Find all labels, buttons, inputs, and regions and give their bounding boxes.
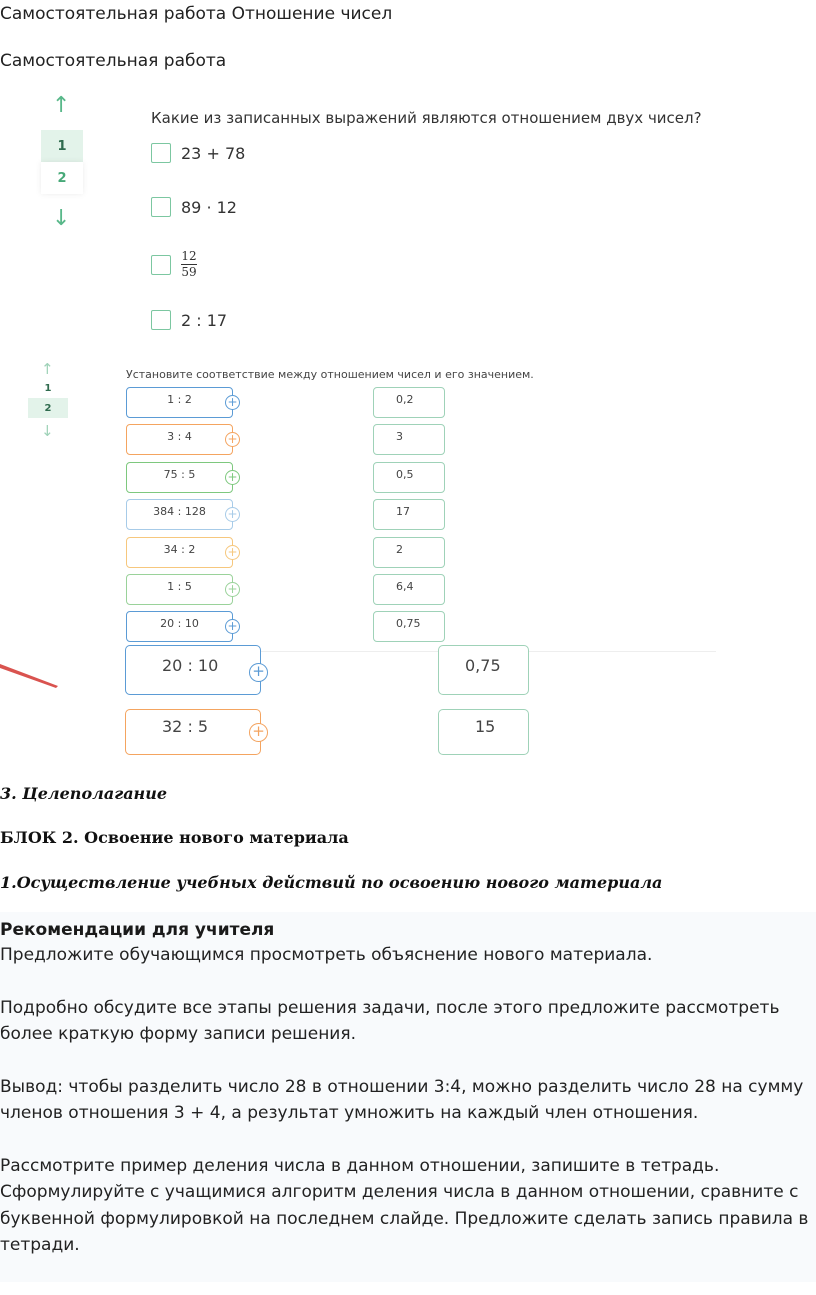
- page-subtitle: Самостоятельная работа: [0, 51, 227, 71]
- connect-plus-icon[interactable]: +: [225, 582, 240, 597]
- match-left-item[interactable]: [126, 499, 233, 530]
- match-left-item[interactable]: [126, 611, 233, 642]
- match-right-label: 15: [475, 717, 496, 736]
- match-right-item[interactable]: [373, 537, 445, 568]
- match-left-label: 384 : 128: [153, 505, 206, 518]
- pointer-arrow-icon: [0, 656, 60, 688]
- arrow-up-icon[interactable]: ↑: [41, 360, 54, 378]
- recommendation-paragraph: Предложите обучающимся просмотреть объяснение нового материала.: [0, 945, 653, 965]
- section-actions: 1.Осуществление учебных действий по освоению нового материала: [0, 873, 663, 892]
- fraction-numerator: 12: [181, 249, 197, 263]
- pager-item-2[interactable]: 2: [41, 162, 83, 194]
- match-left-item[interactable]: [126, 424, 233, 455]
- connect-plus-icon[interactable]: +: [225, 545, 240, 560]
- match-right-item[interactable]: [373, 387, 445, 418]
- checkbox[interactable]: [151, 255, 171, 275]
- recommendation-paragraph: Рассмотрите пример деления числа в данном отношении, запишите в тетрадь. Сформулируйте с учащимися алгоритм деления числа в данном отношении, сравните с буквенной формулировкой на последнем слайде. Предложите сделать запись правила в тетради.: [0, 1155, 809, 1255]
- connect-plus-icon[interactable]: +: [225, 619, 240, 634]
- option-3[interactable]: [151, 250, 197, 279]
- arrow-up-icon[interactable]: ↑: [52, 93, 71, 118]
- fraction-option: [181, 250, 197, 279]
- connect-plus-icon[interactable]: +: [249, 663, 268, 682]
- connect-plus-icon[interactable]: +: [249, 723, 268, 742]
- section-block2: БЛОК 2. Освоение нового материала: [0, 828, 349, 847]
- recommendation-paragraph: Подробно обсудите все этапы решения задачи, после этого предложите рассмотреть более краткую форму записи решения.: [0, 997, 780, 1044]
- connect-plus-icon[interactable]: +: [225, 432, 240, 447]
- match-left-label: 20 : 10: [160, 617, 199, 630]
- match-left-item[interactable]: [126, 537, 233, 568]
- arrow-down-icon[interactable]: ↓: [41, 422, 54, 440]
- question-pager: [28, 378, 68, 418]
- recommendations-heading: Рекомендации для учителя: [0, 920, 275, 940]
- match-right-label: 17: [396, 505, 410, 518]
- match-right-item[interactable]: [373, 462, 445, 493]
- match-right-label: 6,4: [396, 580, 414, 593]
- checkbox[interactable]: [151, 197, 171, 217]
- option-2[interactable]: [151, 197, 237, 217]
- match-left-label: 32 : 5: [162, 717, 209, 736]
- match-right-label: 0,75: [396, 617, 421, 630]
- checkbox[interactable]: [151, 310, 171, 330]
- match-right-label: 2: [396, 543, 403, 556]
- checkbox[interactable]: [151, 143, 171, 163]
- match-left-item[interactable]: [126, 462, 233, 493]
- connect-plus-icon[interactable]: +: [225, 507, 240, 522]
- option-1[interactable]: [151, 143, 245, 163]
- match-left-item[interactable]: [126, 387, 233, 418]
- match-right-item[interactable]: [373, 499, 445, 530]
- page-title: Самостоятельная работа Отношение чисел: [0, 4, 393, 24]
- pager-item-2[interactable]: 2: [28, 398, 68, 418]
- match-left-label: 75 : 5: [163, 468, 196, 481]
- match-right-label: 3: [396, 430, 403, 443]
- recommendation-paragraph: Вывод: чтобы разделить число 28 в отношении 3:4, можно разделить число 28 на сумму членов отношения 3 + 4, а результат умножить на каждый член отношения.: [0, 1076, 804, 1123]
- fraction-denominator: 59: [181, 265, 197, 279]
- question-pager: [41, 130, 83, 194]
- match-right-label: 0,75: [465, 656, 501, 675]
- match-right-item[interactable]: [438, 709, 529, 755]
- match-right-item[interactable]: [373, 611, 445, 642]
- match-left-label: 1 : 2: [167, 393, 192, 406]
- match-left-item[interactable]: [125, 709, 261, 755]
- match-right-item[interactable]: [373, 424, 445, 455]
- pager-item-1[interactable]: 1: [41, 130, 83, 162]
- pager-item-1[interactable]: 1: [44, 382, 52, 394]
- teacher-recommendations: [0, 912, 816, 1282]
- match-left-label: 34 : 2: [163, 543, 196, 556]
- arrow-down-icon[interactable]: ↓: [52, 206, 71, 231]
- match-left-item[interactable]: [125, 645, 261, 695]
- match-right-label: 0,2: [396, 393, 414, 406]
- match-left-label: 3 : 4: [167, 430, 192, 443]
- connect-plus-icon[interactable]: +: [225, 470, 240, 485]
- connect-plus-icon[interactable]: +: [225, 395, 240, 410]
- quiz2-question: Установите соответствие между отношением чисел и его значением.: [126, 368, 534, 381]
- match-left-item[interactable]: [126, 574, 233, 605]
- match-right-label: 0,5: [396, 468, 414, 481]
- match-right-item[interactable]: [373, 574, 445, 605]
- match-left-label: 20 : 10: [162, 656, 219, 675]
- match-left-label: 1 : 5: [167, 580, 192, 593]
- quiz1-question: Какие из записанных выражений являются отношением двух чисел?: [151, 109, 702, 127]
- option-label: 2 : 17: [181, 310, 228, 330]
- section-goal: 3. Целеполагание: [0, 784, 168, 803]
- match-right-item[interactable]: [438, 645, 529, 695]
- option-label: 89 · 12: [181, 197, 237, 217]
- option-label: 23 + 78: [181, 143, 246, 163]
- option-4[interactable]: [151, 310, 227, 330]
